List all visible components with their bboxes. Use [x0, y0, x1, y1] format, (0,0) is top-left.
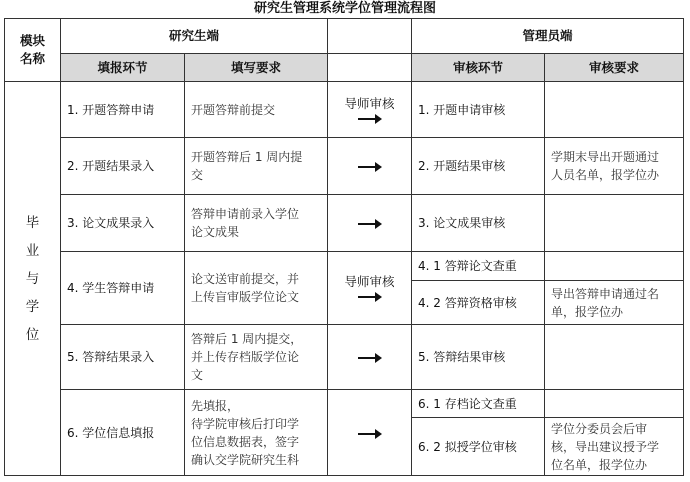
fill-requirement-cell	[184, 389, 328, 476]
arrow-cell	[327, 389, 412, 476]
fill-requirement-header: 填写要求	[184, 53, 328, 82]
module-name-header-line1: 模块	[19, 33, 45, 48]
review-stage-cell: 3. 论文成果审核	[411, 194, 545, 252]
requirement-line: 单，报学位办	[551, 304, 624, 319]
requirement-line: 先填报，	[191, 398, 240, 413]
right-arrow-icon	[358, 162, 382, 172]
arrow-cell	[327, 81, 412, 138]
fill-stage-cell: 3. 论文成果录入	[60, 194, 185, 252]
arrow-column-header	[327, 18, 412, 54]
requirement-line: 论文送审前提交，并	[191, 272, 300, 286]
module-label-char: 位	[25, 326, 40, 343]
page-title: 研究生管理系统学位管理流程图	[253, 1, 436, 16]
module-label-char: 业	[25, 242, 40, 259]
module-name-header-line2: 名称	[19, 51, 45, 66]
requirement-line: 答辩申请前录入学位	[191, 207, 300, 221]
review-requirement-cell	[544, 251, 684, 281]
right-arrow-icon	[358, 292, 382, 302]
requirement-line: 学期末导出开题通过	[551, 150, 660, 164]
requirement-line: 开题答辩后 1 周内提	[191, 150, 303, 164]
fill-stage-cell: 6. 学位信息填报	[60, 389, 185, 476]
requirement-line: 学位分委员会后审	[551, 421, 648, 436]
requirement-line: 人员名单，报学位办	[551, 168, 660, 182]
arrow-column-subheader	[327, 53, 412, 82]
fill-stage-header: 填报环节	[60, 53, 185, 82]
admin-side-header: 管理员端	[411, 18, 684, 54]
module-name-header	[4, 18, 61, 82]
fill-requirement-cell	[184, 137, 328, 195]
right-arrow-icon	[358, 219, 382, 229]
review-stage-cell: 6. 2 拟授学位审核	[411, 417, 545, 476]
fill-stage-cell: 4. 学生答辩申请	[60, 251, 185, 325]
review-requirement-cell	[544, 417, 684, 476]
fill-stage-cell: 5. 答辩结果录入	[60, 324, 185, 390]
module-label-char: 与	[25, 270, 40, 287]
arrow-cell	[327, 251, 412, 325]
requirement-line: 开题答辩前提交	[191, 102, 276, 117]
right-arrow-icon	[358, 114, 382, 124]
module-label	[4, 81, 61, 476]
requirement-line: 待学院审核后打印学	[191, 416, 300, 431]
review-stage-cell: 2. 开题结果审核	[411, 137, 545, 195]
requirement-line: 答辩后 1 周内提交，	[191, 332, 303, 346]
right-arrow-icon	[358, 429, 382, 439]
review-requirement-cell	[544, 389, 684, 418]
review-stage-cell: 6. 1 存档论文查重	[411, 389, 545, 418]
requirement-line: 导出答辩申请通过名	[551, 286, 660, 301]
fill-stage-cell: 2. 开题结果录入	[60, 137, 185, 195]
fill-requirement-cell	[184, 194, 328, 252]
review-stage-cell: 4. 2 答辩资格审核	[411, 280, 545, 325]
fill-requirement-cell	[184, 251, 328, 325]
review-requirement-header: 审核要求	[544, 53, 684, 82]
requirement-line: 核，导出建议授予学	[551, 439, 660, 454]
requirement-line: 论文成果	[191, 225, 240, 239]
requirement-line: 文	[191, 368, 204, 382]
review-stage-cell: 4. 1 答辩论文查重	[411, 251, 545, 281]
review-stage-cell: 5. 答辩结果审核	[411, 324, 545, 390]
review-stage-header: 审核环节	[411, 53, 545, 82]
advisor-review-label: 导师审核	[344, 274, 395, 289]
review-requirement-cell	[544, 81, 684, 138]
fill-stage-cell: 1. 开题答辩申请	[60, 81, 185, 138]
review-requirement-cell	[544, 194, 684, 252]
requirement-line: 上传盲审版学位论文	[191, 290, 300, 304]
requirement-line: 交	[191, 168, 204, 182]
review-requirement-cell	[544, 324, 684, 390]
arrow-cell	[327, 324, 412, 390]
advisor-review-label: 导师审核	[344, 95, 395, 111]
module-label-char: 学	[25, 298, 40, 315]
review-requirement-cell	[544, 137, 684, 195]
requirement-line: 位名单，报学位办	[551, 457, 648, 472]
student-side-header: 研究生端	[60, 18, 328, 54]
module-label-char: 毕	[25, 214, 40, 231]
requirement-line: 确认交学院研究生科	[191, 452, 300, 467]
arrow-cell	[327, 194, 412, 252]
review-requirement-cell	[544, 280, 684, 325]
flow-table	[4, 18, 684, 476]
requirement-line: 位信息数据表，签字	[191, 434, 300, 449]
requirement-line: 并上传存档版学位论	[191, 350, 300, 364]
review-stage-cell: 1. 开题申请审核	[411, 81, 545, 138]
arrow-cell	[327, 137, 412, 195]
fill-requirement-cell	[184, 324, 328, 390]
fill-requirement-cell	[184, 81, 328, 138]
right-arrow-icon	[358, 353, 382, 363]
